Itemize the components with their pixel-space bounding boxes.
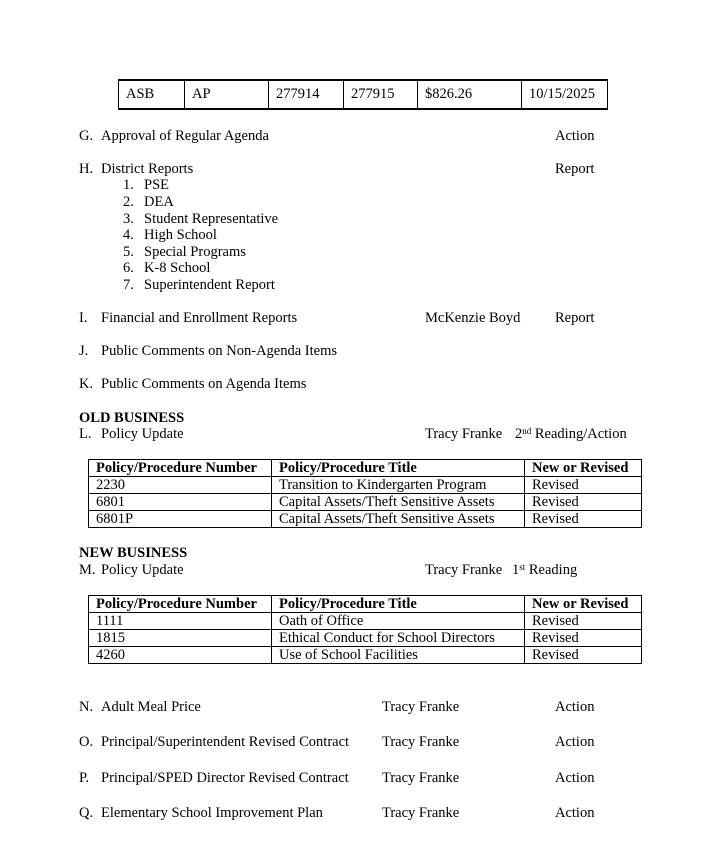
item-p-presenter: Tracy Franke — [382, 770, 460, 786]
table-row — [119, 80, 608, 109]
warrant-table — [118, 79, 608, 110]
item-o-presenter: Tracy Franke — [382, 734, 460, 750]
list-item-label: PSE — [144, 177, 169, 193]
item-l-letter: L. — [79, 426, 92, 442]
policy-title: Use of School Facilities — [272, 647, 525, 664]
table-row — [89, 613, 642, 630]
table-row — [89, 494, 642, 511]
list-item-label: Superintendent Report — [144, 277, 275, 293]
list-item: 6. — [123, 260, 134, 276]
header-status: New or Revised — [525, 596, 642, 613]
warrant-type: AP — [185, 80, 269, 109]
warrant-amount: $826.26 — [418, 80, 522, 109]
item-n-type: Action — [555, 699, 595, 715]
old-policy-table — [88, 459, 642, 528]
policy-status: Revised — [525, 647, 642, 664]
policy-number: 2230 — [89, 477, 272, 494]
warrant-from: 277914 — [269, 80, 344, 109]
item-i-letter: I. — [79, 310, 88, 326]
table-row — [89, 511, 642, 528]
item-k-letter: K. — [79, 376, 94, 392]
item-q-presenter: Tracy Franke — [382, 805, 460, 821]
policy-status: Revised — [525, 613, 642, 630]
old-business-heading: OLD BUSINESS — [79, 410, 185, 426]
item-j-letter: J. — [79, 343, 89, 359]
item-g-type: Action — [555, 128, 595, 144]
item-m-type: 1st Reading — [512, 562, 578, 578]
list-item: 5. — [123, 244, 134, 260]
item-h-letter: H. — [79, 161, 94, 177]
policy-status: Revised — [525, 477, 642, 494]
table-row — [89, 477, 642, 494]
item-h-type: Report — [555, 161, 595, 177]
item-i-type: Report — [555, 310, 595, 326]
item-g-letter: G. — [79, 128, 94, 144]
item-n-letter: N. — [79, 699, 94, 715]
item-i-title: Financial and Enrollment Reports — [101, 310, 298, 326]
item-n-title: Adult Meal Price — [101, 699, 201, 715]
table-row — [89, 647, 642, 664]
item-q-title: Elementary School Improvement Plan — [101, 805, 323, 821]
item-p-type: Action — [555, 770, 595, 786]
policy-number: 4260 — [89, 647, 272, 664]
item-j-title: Public Comments on Non-Agenda Items — [101, 343, 338, 359]
item-h-title: District Reports — [101, 161, 194, 177]
item-n-presenter: Tracy Franke — [382, 699, 460, 715]
policy-title: Capital Assets/Theft Sensitive Assets — [272, 511, 525, 528]
policy-number: 6801 — [89, 494, 272, 511]
item-m-letter: M. — [79, 562, 96, 578]
new-policy-table — [88, 595, 642, 664]
item-k-title: Public Comments on Agenda Items — [101, 376, 307, 392]
table-header-row — [89, 596, 642, 613]
item-o-title: Principal/Superintendent Revised Contract — [101, 734, 350, 750]
policy-number: 6801P — [89, 511, 272, 528]
policy-title: Capital Assets/Theft Sensitive Assets — [272, 494, 525, 511]
warrant-date: 10/15/2025 — [522, 80, 608, 109]
list-item-label: Special Programs — [144, 244, 246, 260]
new-business-heading: NEW BUSINESS — [79, 545, 188, 561]
item-q-letter: Q. — [79, 805, 94, 821]
policy-title: Oath of Office — [272, 613, 525, 630]
item-o-letter: O. — [79, 734, 94, 750]
list-item-label: DEA — [144, 194, 174, 210]
item-q-type: Action — [555, 805, 595, 821]
list-item: 3. — [123, 211, 134, 227]
item-l-presenter: Tracy Franke — [425, 426, 503, 442]
policy-title: Transition to Kindergarten Program — [272, 477, 525, 494]
item-l-type: 2nd Reading/Action — [515, 426, 627, 442]
list-item: 1. — [123, 177, 134, 193]
policy-number: 1815 — [89, 630, 272, 647]
list-item: 4. — [123, 227, 134, 243]
table-header-row — [89, 460, 642, 477]
list-item-label: High School — [144, 227, 217, 243]
item-p-title: Principal/SPED Director Revised Contract — [101, 770, 349, 786]
list-item-label: K-8 School — [144, 260, 211, 276]
policy-status: Revised — [525, 494, 642, 511]
item-g-title: Approval of Regular Agenda — [101, 128, 269, 144]
warrant-fund: ASB — [119, 80, 185, 109]
header-title: Policy/Procedure Title — [272, 596, 525, 613]
list-item: 2. — [123, 194, 134, 210]
list-item-label: Student Representative — [144, 211, 279, 227]
item-i-presenter: McKenzie Boyd — [425, 310, 521, 326]
warrant-to: 277915 — [344, 80, 418, 109]
list-item: 7. — [123, 277, 134, 293]
policy-title: Ethical Conduct for School Directors — [272, 630, 525, 647]
header-number: Policy/Procedure Number — [89, 596, 272, 613]
item-l-title: Policy Update — [101, 426, 184, 442]
policy-status: Revised — [525, 630, 642, 647]
item-o-type: Action — [555, 734, 595, 750]
policy-number: 1111 — [89, 613, 272, 630]
table-row — [89, 630, 642, 647]
header-status: New or Revised — [525, 460, 642, 477]
header-number: Policy/Procedure Number — [89, 460, 272, 477]
header-title: Policy/Procedure Title — [272, 460, 525, 477]
item-m-presenter: Tracy Franke — [425, 562, 503, 578]
item-m-title: Policy Update — [101, 562, 184, 578]
policy-status: Revised — [525, 511, 642, 528]
item-p-letter: P. — [79, 770, 90, 786]
